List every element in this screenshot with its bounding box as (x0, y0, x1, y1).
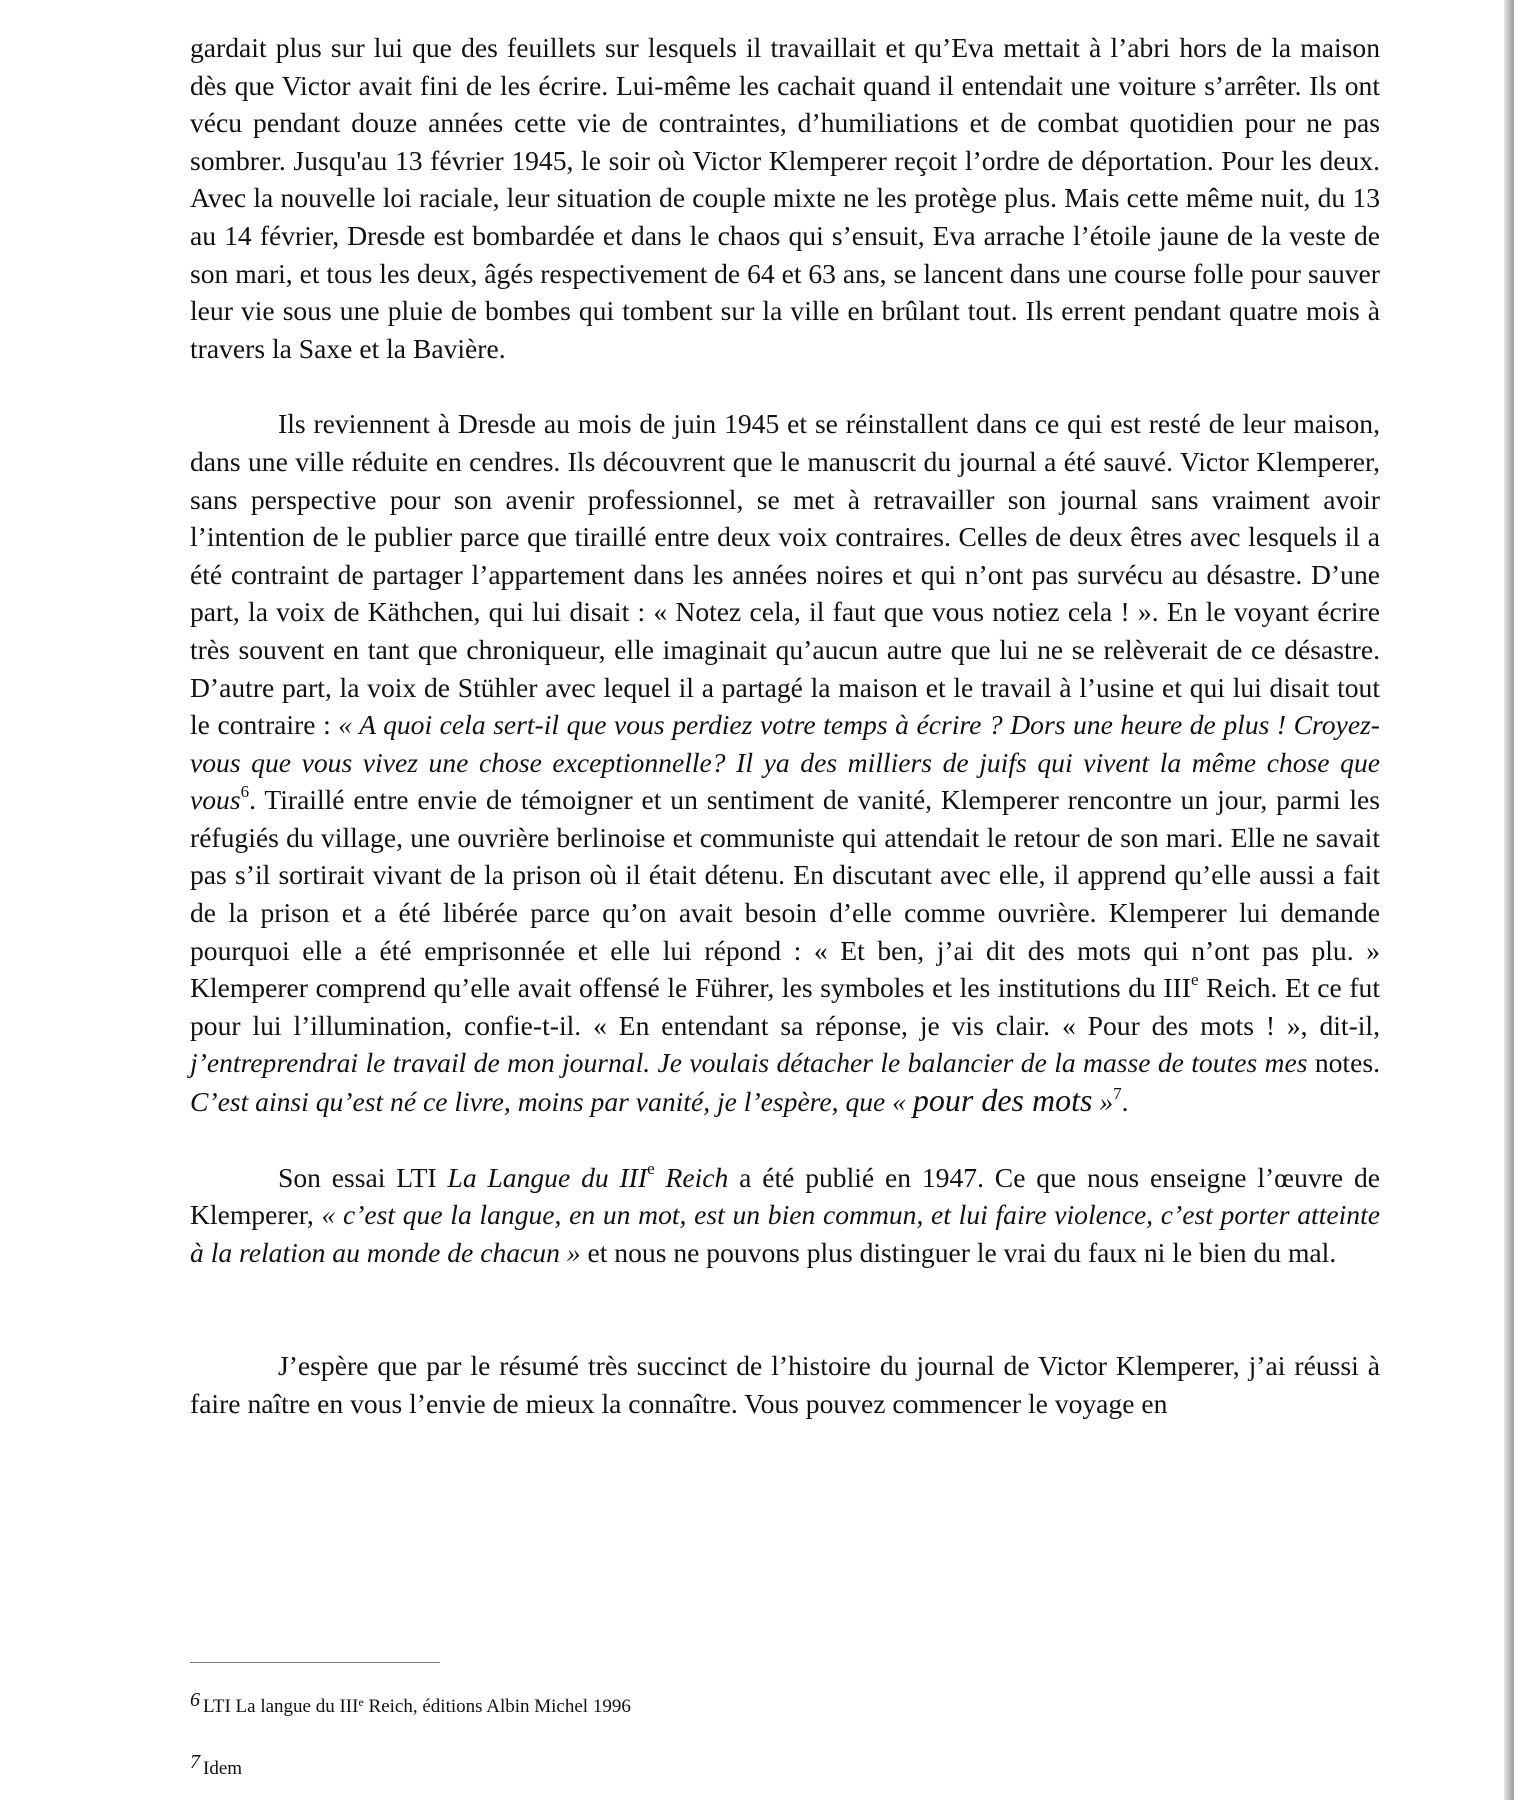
footnote-7 (190, 1751, 243, 1781)
text-segment: . Tiraillé entre envie de témoigner et un sentiment de vanité, Klemperer rencontre un jour, parmi les réfugiés du village, une ouvrière berlinoise et communiste qui attendait le retour de son mari. Elle ne savait pas s’il sortirait vivant de la prison où il était détenu. En discutant avec elle, il apprend qu’elle aussi a fait de la prison et a été libérée parce qu’on avait besoin d’elle comme ouvrière. Klemperer lui demande pourquoi elle a été emprisonnée et elle lui répond : « Et ben, j’ai dit des mots qui n’ont pas plu. » Klemperer comprend qu’elle avait offensé le Führer, les symboles et les institutions du III (190, 784, 1380, 1004)
footnote-text: Reich, éditions Albin Michel 1996 (363, 1696, 631, 1717)
footnote-ref-6[interactable]: 6 (240, 782, 250, 802)
document-body (190, 29, 1380, 1423)
footnote-ref-7[interactable]: 7 (1113, 1083, 1122, 1103)
paragraph-deportation: gardait plus sur lui que des feuillets sur lesquels il travaillait et qu’Eva mettait à l’abri hors de la maison dès que Victor avait fini de les écrire. Lui-même les cachait quand il entendait une voiture s’arrêter. Ils ont vécu pendant douze années cette vie de contraintes, d’humiliations et de combat quotidien pour ne pas sombrer. Jusqu'au 13 février 1945, le soir où Victor Klemperer reçoit l’ordre de déportation. Pour les deux. Avec la nouvelle loi raciale, leur situation de couple mixte ne les protège plus. Mais cette même nuit, du 13 au 14 février, Dresde est bombardée et dans le chaos qui s’ensuit, Eva arrache l’étoile jaune de la veste de son mari, et tous les deux, âgés respectivement de 64 et 63 ans, se lancent dans une course folle pour sauver leur vie sous une pluie de bombes qui tombent sur la ville en brûlant tout. Ils errent pendant quatre mois à travers la Saxe et la Bavière. (190, 32, 1380, 364)
quote-close: » (1092, 1086, 1114, 1118)
footnote-separator (190, 1662, 440, 1663)
superscript-e: e (358, 1695, 364, 1709)
paragraph-return-to-dresden (190, 405, 1380, 1120)
footnote-number: 6 (190, 1689, 200, 1711)
page-edge-shadow (1504, 0, 1514, 1800)
footnote-number: 7 (190, 1751, 200, 1773)
text-segment: a été publié en 1947. Ce que nous enseigne l’œuvre de Klemperer, (190, 1161, 1381, 1231)
text-segment: notes. (1307, 1047, 1380, 1079)
text-segment: Son essai LTI (278, 1161, 448, 1193)
quote-stuhler: « A quoi cela sert-il que vous perdiez votre temps à écrire ? Dors une heure de plus ! Croyez-vous que vous vivez une chose exceptionnelle? Il ya des milliers de juifs qui vivent la même chose que vous (190, 709, 1380, 816)
text-segment: . (1121, 1086, 1129, 1118)
footnote-6 (190, 1689, 631, 1720)
footnote-text: Idem (203, 1758, 243, 1779)
superscript-e: e (647, 1159, 655, 1179)
quote-pour-des-mots: pour des mots (912, 1082, 1093, 1119)
footnote-text: LTI La langue du III (203, 1696, 359, 1717)
book-title-end: Reich (654, 1161, 729, 1193)
text-segment: Ils reviennent à Dresde au mois de juin 1945 et se réinstallent dans ce qui est resté de leur maison, dans une ville réduite en cendres. Ils découvrent que le manuscrit du journal a été sauvé. Victor Klemperer, sans perspective pour son avenir professionnel, se met à retravailler son journal sans vraiment avoir l’intention de le publier parce que tiraillé entre deux voix contraires. Celles de deux êtres avec lesquels il a été contraint de partager l’appartement dans les années noires et qui n’ont pas survécu au désastre. D’une part, la voix de Käthchen, qui lui disait : « Notez cela, il faut que vous notiez cela ! ». En le voyant écrire très souvent en tant que chroniqueur, elle imaginait qu’aucun autre que lui ne se relèverait de ce désastre. D’autre part, la voix de Stühler avec lequel il a partagé la maison et le travail à l’usine et qui lui disait tout le contraire : (190, 408, 1380, 741)
paragraph-closing: J’espère que par le résumé très succinct de l’histoire du journal de Victor Klemperer, j’ai réussi à faire naître en vous l’envie de mieux la connaître. Vous pouvez commencer le voyage en (190, 1350, 1380, 1419)
quote-book-origin: C’est ainsi qu’est né ce livre, moins par vanité, je l’espère, que « (190, 1086, 913, 1118)
text-segment: et nous ne pouvons plus distinguer le vrai du faux ni le bien du mal. (580, 1236, 1337, 1268)
paragraph-lti-essay (190, 1159, 1380, 1272)
quote-journal-work: j’entreprendrai le travail de mon journal. Je voulais détacher le balancier de la masse de toutes mes (190, 1047, 1308, 1079)
book-title: La Langue du III (447, 1161, 648, 1193)
text-segment: Reich. Et ce fut pour lui l’illumination, confie-t-il. « En entendant sa réponse, je vis clair. « Pour des mots ! », dit-il, (190, 972, 1380, 1041)
quote-language: « c’est que la langue, en un mot, est un bien commun, et lui faire violence, c’est porter atteinte à la relation au monde de chacun » (190, 1199, 1380, 1268)
superscript-e: e (1191, 970, 1199, 990)
